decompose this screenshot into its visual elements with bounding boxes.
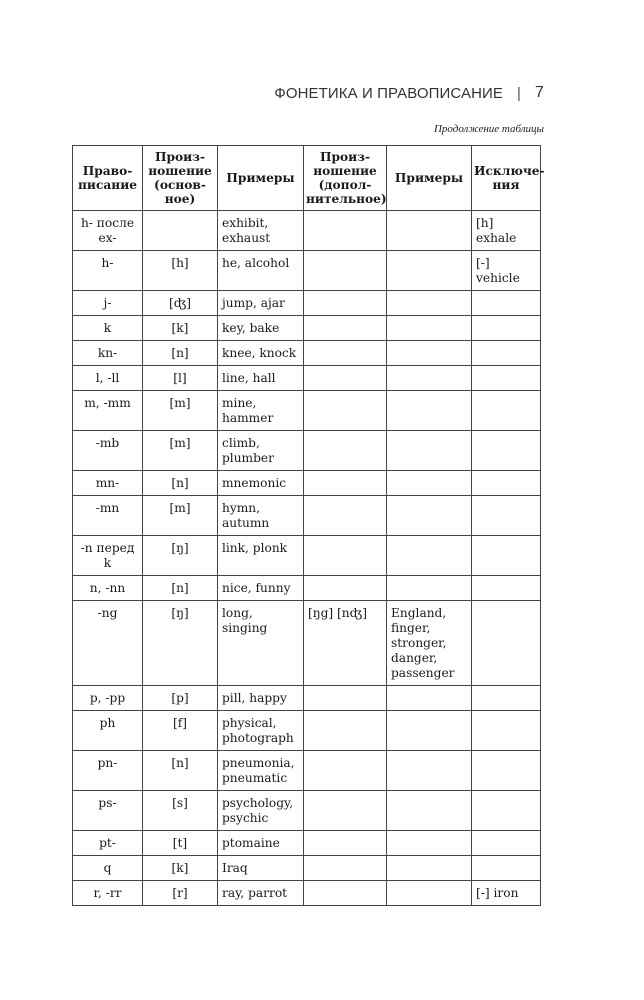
- table-header-row: [73, 146, 541, 211]
- table-row: [73, 316, 541, 341]
- cell-extra-examples: [387, 831, 472, 856]
- table-row: [73, 391, 541, 431]
- cell-extra-examples: [387, 291, 472, 316]
- cell-exceptions: [472, 391, 541, 431]
- table-row: [73, 711, 541, 751]
- cell-main-pronunciation: [n]: [143, 341, 218, 366]
- cell-exceptions: [472, 791, 541, 831]
- cell-examples: mine, hammer: [218, 391, 304, 431]
- cell-spelling: n, -nn: [73, 576, 143, 601]
- cell-main-pronunciation: [m]: [143, 391, 218, 431]
- cell-extra-examples: [387, 471, 472, 496]
- cell-examples: Iraq: [218, 856, 304, 881]
- cell-extra-examples: [387, 211, 472, 251]
- table-row: [73, 251, 541, 291]
- cell-examples: pill, happy: [218, 686, 304, 711]
- cell-exceptions: [472, 856, 541, 881]
- cell-extra-pronunciation: [304, 711, 387, 751]
- cell-extra-examples: [387, 391, 472, 431]
- cell-spelling: -mn: [73, 496, 143, 536]
- cell-spelling: l, -ll: [73, 366, 143, 391]
- header-extra-examples: Примеры: [387, 146, 472, 211]
- header-exceptions: Исключе- ния: [472, 146, 541, 211]
- cell-examples: link, plonk: [218, 536, 304, 576]
- cell-exceptions: [472, 711, 541, 751]
- cell-extra-pronunciation: [304, 471, 387, 496]
- cell-exceptions: [472, 601, 541, 686]
- cell-extra-examples: [387, 856, 472, 881]
- header-extra-pronunciation: Произ- ношение (допол- нительное): [304, 146, 387, 211]
- cell-spelling: pt-: [73, 831, 143, 856]
- cell-examples: knee, knock: [218, 341, 304, 366]
- cell-spelling: kn-: [73, 341, 143, 366]
- cell-examples: he, alcohol: [218, 251, 304, 291]
- cell-spelling: mn-: [73, 471, 143, 496]
- phonetics-table: [72, 145, 545, 906]
- cell-main-pronunciation: [ʤ]: [143, 291, 218, 316]
- cell-exceptions: [472, 316, 541, 341]
- cell-exceptions: [472, 496, 541, 536]
- cell-main-pronunciation: [ŋ]: [143, 536, 218, 576]
- cell-extra-pronunciation: [304, 391, 387, 431]
- table-row: [73, 791, 541, 831]
- cell-examples: hymn, autumn: [218, 496, 304, 536]
- cell-main-pronunciation: [k]: [143, 856, 218, 881]
- cell-extra-examples: [387, 341, 472, 366]
- cell-extra-pronunciation: [304, 316, 387, 341]
- cell-main-pronunciation: [r]: [143, 881, 218, 906]
- cell-extra-examples: [387, 431, 472, 471]
- cell-exceptions: [h] exhale: [472, 211, 541, 251]
- table-row: [73, 686, 541, 711]
- table-row: [73, 751, 541, 791]
- cell-extra-examples: [387, 316, 472, 341]
- cell-examples: long, singing: [218, 601, 304, 686]
- cell-examples: physical, photograph: [218, 711, 304, 751]
- cell-main-pronunciation: [m]: [143, 431, 218, 471]
- cell-main-pronunciation: [p]: [143, 686, 218, 711]
- cell-exceptions: [472, 431, 541, 471]
- cell-exceptions: [-] vehicle: [472, 251, 541, 291]
- cell-main-pronunciation: [n]: [143, 471, 218, 496]
- cell-main-pronunciation: [h]: [143, 251, 218, 291]
- cell-main-pronunciation: [n]: [143, 751, 218, 791]
- cell-exceptions: [472, 471, 541, 496]
- table-row: [73, 831, 541, 856]
- cell-exceptions: [-] iron: [472, 881, 541, 906]
- cell-extra-pronunciation: [304, 831, 387, 856]
- cell-spelling: -n перед k: [73, 536, 143, 576]
- cell-spelling: -ng: [73, 601, 143, 686]
- cell-examples: key, bake: [218, 316, 304, 341]
- cell-exceptions: [472, 751, 541, 791]
- cell-extra-pronunciation: [304, 251, 387, 291]
- table-row: [73, 536, 541, 576]
- cell-examples: climb, plumber: [218, 431, 304, 471]
- cell-extra-examples: [387, 686, 472, 711]
- header-main-pronunciation: Произ- ношение (основ- ное): [143, 146, 218, 211]
- cell-extra-pronunciation: [304, 341, 387, 366]
- cell-spelling: m, -mm: [73, 391, 143, 431]
- table-row: [73, 291, 541, 316]
- header-examples: Примеры: [218, 146, 304, 211]
- cell-spelling: ps-: [73, 791, 143, 831]
- cell-extra-pronunciation: [304, 881, 387, 906]
- table-row: [73, 881, 541, 906]
- cell-extra-examples: [387, 791, 472, 831]
- cell-extra-pronunciation: [ŋg] [nʤ]: [304, 601, 387, 686]
- table-row: [73, 576, 541, 601]
- cell-extra-pronunciation: [304, 366, 387, 391]
- cell-exceptions: [472, 536, 541, 576]
- cell-extra-examples: [387, 751, 472, 791]
- cell-extra-pronunciation: [304, 291, 387, 316]
- cell-exceptions: [472, 366, 541, 391]
- cell-exceptions: [472, 291, 541, 316]
- cell-examples: mnemonic: [218, 471, 304, 496]
- cell-spelling: h-: [73, 251, 143, 291]
- table-row: [73, 366, 541, 391]
- table-row: [73, 211, 541, 251]
- table-row: [73, 496, 541, 536]
- cell-spelling: -mb: [73, 431, 143, 471]
- cell-spelling: r, -rr: [73, 881, 143, 906]
- cell-spelling: p, -pp: [73, 686, 143, 711]
- cell-examples: line, hall: [218, 366, 304, 391]
- cell-examples: nice, funny: [218, 576, 304, 601]
- cell-extra-pronunciation: [304, 576, 387, 601]
- cell-extra-examples: [387, 536, 472, 576]
- table-row: [73, 341, 541, 366]
- cell-main-pronunciation: [n]: [143, 576, 218, 601]
- cell-extra-pronunciation: [304, 856, 387, 881]
- cell-extra-pronunciation: [304, 751, 387, 791]
- table-row: [73, 601, 541, 686]
- header-spelling: Право- писание: [73, 146, 143, 211]
- cell-main-pronunciation: [143, 211, 218, 251]
- cell-examples: ray, parrot: [218, 881, 304, 906]
- cell-exceptions: [472, 831, 541, 856]
- cell-extra-examples: [387, 881, 472, 906]
- running-head: [274, 84, 544, 102]
- cell-main-pronunciation: [ŋ]: [143, 601, 218, 686]
- page-number: 7: [535, 84, 544, 101]
- cell-main-pronunciation: [t]: [143, 831, 218, 856]
- table-row: [73, 471, 541, 496]
- table-continuation-note: Продолжение таблицы: [433, 123, 544, 135]
- cell-extra-examples: [387, 251, 472, 291]
- cell-extra-pronunciation: [304, 791, 387, 831]
- cell-examples: psychology, psychic: [218, 791, 304, 831]
- cell-examples: ptomaine: [218, 831, 304, 856]
- cell-main-pronunciation: [m]: [143, 496, 218, 536]
- cell-extra-examples: [387, 496, 472, 536]
- cell-exceptions: [472, 341, 541, 366]
- cell-extra-examples: [387, 366, 472, 391]
- cell-spelling: ph: [73, 711, 143, 751]
- cell-exceptions: [472, 576, 541, 601]
- cell-spelling: h- после ex-: [73, 211, 143, 251]
- cell-extra-examples: [387, 576, 472, 601]
- table-body: [73, 211, 541, 906]
- cell-main-pronunciation: [f]: [143, 711, 218, 751]
- cell-spelling: k: [73, 316, 143, 341]
- cell-main-pronunciation: [k]: [143, 316, 218, 341]
- cell-spelling: pn-: [73, 751, 143, 791]
- cell-extra-pronunciation: [304, 211, 387, 251]
- cell-main-pronunciation: [l]: [143, 366, 218, 391]
- cell-spelling: j-: [73, 291, 143, 316]
- cell-extra-pronunciation: [304, 496, 387, 536]
- table-row: [73, 856, 541, 881]
- cell-main-pronunciation: [s]: [143, 791, 218, 831]
- cell-examples: pneumonia, pneumatic: [218, 751, 304, 791]
- cell-extra-pronunciation: [304, 686, 387, 711]
- cell-examples: jump, ajar: [218, 291, 304, 316]
- header-separator: |: [517, 84, 521, 102]
- cell-extra-examples: England, finger, stronger, danger, passenger: [387, 601, 472, 686]
- cell-exceptions: [472, 686, 541, 711]
- cell-examples: exhibit, exhaust: [218, 211, 304, 251]
- table-row: [73, 431, 541, 471]
- cell-extra-pronunciation: [304, 536, 387, 576]
- cell-spelling: q: [73, 856, 143, 881]
- cell-extra-examples: [387, 711, 472, 751]
- running-title: ФОНЕТИКА И ПРАВОПИСАНИЕ: [274, 84, 503, 102]
- cell-extra-pronunciation: [304, 431, 387, 471]
